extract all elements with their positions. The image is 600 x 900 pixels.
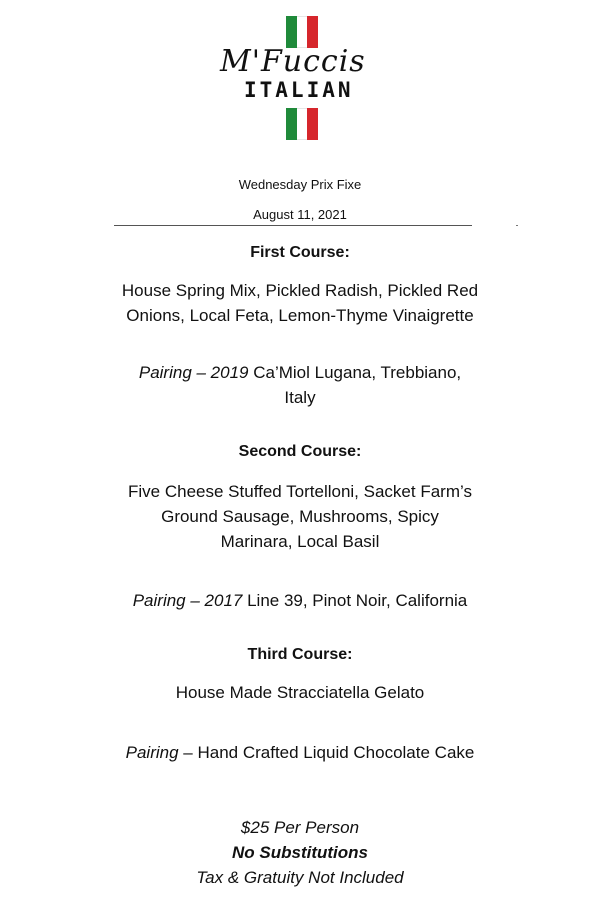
pairing-text: Italy [284,388,316,407]
pairing-label: Pairing – 2017 [132,591,243,610]
no-substitutions: No Substitutions [232,843,368,862]
menu-title: Wednesday Prix Fixe [238,177,362,192]
course-description [0,680,600,705]
course-description [0,278,600,328]
italian-flag-icon [286,108,318,140]
course-heading: Second Course: [238,443,362,460]
wine-pairing [0,360,600,410]
tax-note: Tax & Gratuity Not Included [196,868,404,887]
course-line: House Made Stracciatella Gelato [175,683,425,702]
course-line: Marinara, Local Basil [220,532,380,551]
menu-date: August 11, 2021 [253,207,347,222]
dessert-pairing [0,740,600,765]
course-line: Ground Sausage, Mushrooms, Spicy [161,507,439,526]
wine-pairing [0,588,600,613]
course-line: Five Cheese Stuffed Tortelloni, Sacket Farm’s [128,482,472,501]
course-line: Onions, Local Feta, Lemon-Thyme Vinaigrette [126,306,474,325]
pairing-label: Pairing – 2019 [138,363,249,382]
restaurant-logo [200,14,380,144]
pairing-text: Ca’Miol Lugana, Trebbiano, [248,363,462,382]
logo-italian-text: ITALIAN [244,78,354,102]
pairing-label: Pairing [125,743,179,762]
course-line: House Spring Mix, Pickled Radish, Pickled Red [121,281,479,300]
course-description [0,479,600,554]
price: $25 Per Person [240,818,360,837]
logo-script-text: M'Fuccis [220,44,366,79]
course-heading: First Course: [250,244,350,261]
pairing-text: – Hand Crafted Liquid Chocolate Cake [178,743,475,762]
pairing-text: Line 39, Pinot Noir, California [242,591,468,610]
divider [114,225,472,226]
divider-mark [516,225,518,226]
course-heading: Third Course: [247,646,353,663]
